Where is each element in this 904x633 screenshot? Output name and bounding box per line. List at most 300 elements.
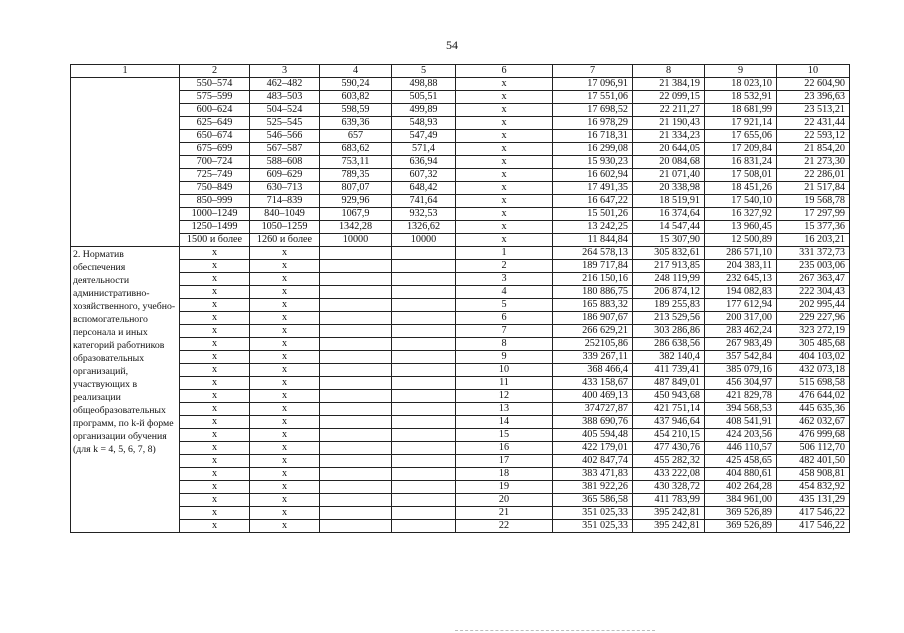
table-cell: 476 999,68 bbox=[777, 429, 850, 442]
table-cell: x bbox=[250, 260, 320, 273]
table-cell: 6 bbox=[456, 312, 553, 325]
table-cell: 369 526,89 bbox=[705, 507, 777, 520]
table-row bbox=[71, 195, 850, 208]
table-cell bbox=[392, 273, 456, 286]
table-cell: x bbox=[250, 338, 320, 351]
table-cell: 462–482 bbox=[250, 78, 320, 91]
table-cell: 456 304,97 bbox=[705, 377, 777, 390]
table-row bbox=[71, 208, 850, 221]
table-cell: 303 286,86 bbox=[633, 325, 705, 338]
table-cell: 18 451,26 bbox=[705, 182, 777, 195]
table-cell: 16 299,08 bbox=[553, 143, 633, 156]
table-cell: 216 150,16 bbox=[553, 273, 633, 286]
table-cell: 394 568,53 bbox=[705, 403, 777, 416]
table-cell: 700–724 bbox=[180, 156, 250, 169]
table-cell: 648,42 bbox=[392, 182, 456, 195]
table-cell: 374727,87 bbox=[553, 403, 633, 416]
table-cell: x bbox=[250, 325, 320, 338]
table-cell: 588–608 bbox=[250, 156, 320, 169]
table-cell: 11 bbox=[456, 377, 553, 390]
table-row bbox=[71, 286, 850, 299]
table-cell bbox=[392, 455, 456, 468]
table-cell bbox=[392, 390, 456, 403]
table-cell: 12 bbox=[456, 390, 553, 403]
column-header-6: 6 bbox=[456, 65, 553, 78]
table-cell: 357 542,84 bbox=[705, 351, 777, 364]
table-cell bbox=[392, 468, 456, 481]
table-cell bbox=[392, 403, 456, 416]
table-cell: 21 273,30 bbox=[777, 156, 850, 169]
table-cell: x bbox=[456, 104, 553, 117]
table-row bbox=[71, 273, 850, 286]
table-cell: 395 242,81 bbox=[633, 507, 705, 520]
table-row bbox=[71, 156, 850, 169]
table-cell: 750–849 bbox=[180, 182, 250, 195]
table-cell bbox=[392, 286, 456, 299]
table-cell bbox=[320, 260, 392, 273]
table-row bbox=[71, 182, 850, 195]
table-cell: 547,49 bbox=[392, 130, 456, 143]
table-cell bbox=[320, 468, 392, 481]
table-cell: 14 547,44 bbox=[633, 221, 705, 234]
table-cell: 23 396,63 bbox=[777, 91, 850, 104]
table-cell: 714–839 bbox=[250, 195, 320, 208]
table-cell: 636,94 bbox=[392, 156, 456, 169]
table-row bbox=[71, 494, 850, 507]
table-cell: 417 546,22 bbox=[777, 507, 850, 520]
table-cell: 19 bbox=[456, 481, 553, 494]
table-cell: 932,53 bbox=[392, 208, 456, 221]
table-cell: 369 526,89 bbox=[705, 520, 777, 533]
table-cell: 505,51 bbox=[392, 91, 456, 104]
table-cell: 2 bbox=[456, 260, 553, 273]
table-cell: 10 bbox=[456, 364, 553, 377]
table-cell: 13 242,25 bbox=[553, 221, 633, 234]
table-cell bbox=[392, 312, 456, 325]
table-cell: 382 140,4 bbox=[633, 351, 705, 364]
table-cell: 395 242,81 bbox=[633, 520, 705, 533]
table-cell: 421 751,14 bbox=[633, 403, 705, 416]
table-cell: x bbox=[456, 221, 553, 234]
table-cell: x bbox=[250, 481, 320, 494]
group-label-admin-staff-norm: 2. Норматив обеспечения деятельности административно-хозяйственного, учебно-вспомогательного персонала и иных категорий работников образовательных организаций, участвующих в реализации общеобразовательных программ, по k-й форме организации обучения (для k = 4, 5, 6, 7, 8) bbox=[71, 247, 180, 533]
table-row bbox=[71, 377, 850, 390]
table-cell: x bbox=[456, 117, 553, 130]
table-cell bbox=[320, 494, 392, 507]
table-cell: 15 bbox=[456, 429, 553, 442]
table-cell: 18 519,91 bbox=[633, 195, 705, 208]
table-cell: 639,36 bbox=[320, 117, 392, 130]
table-cell: 8 bbox=[456, 338, 553, 351]
table-cell: 17 297,99 bbox=[777, 208, 850, 221]
table-cell: 7 bbox=[456, 325, 553, 338]
table-row bbox=[71, 78, 850, 91]
column-header-10: 10 bbox=[777, 65, 850, 78]
table-cell: x bbox=[180, 507, 250, 520]
table-cell: 16 718,31 bbox=[553, 130, 633, 143]
table-row bbox=[71, 338, 850, 351]
table-row bbox=[71, 143, 850, 156]
table-cell: 18 681,99 bbox=[705, 104, 777, 117]
table-cell: 305 485,68 bbox=[777, 338, 850, 351]
table-cell: 323 272,19 bbox=[777, 325, 850, 338]
table-cell: 17 491,35 bbox=[553, 182, 633, 195]
table-row bbox=[71, 416, 850, 429]
table-cell: 17 209,84 bbox=[705, 143, 777, 156]
table-cell: 421 829,78 bbox=[705, 390, 777, 403]
table-cell: 286 571,10 bbox=[705, 247, 777, 260]
table-cell: 365 586,58 bbox=[553, 494, 633, 507]
table-cell: 189 255,83 bbox=[633, 299, 705, 312]
table-header-row bbox=[71, 65, 850, 78]
table-cell bbox=[320, 338, 392, 351]
table-cell: 455 282,32 bbox=[633, 455, 705, 468]
table-cell: 575–599 bbox=[180, 91, 250, 104]
table-cell bbox=[392, 442, 456, 455]
table-cell: 683,62 bbox=[320, 143, 392, 156]
table-body bbox=[71, 65, 850, 533]
table-cell: 22 099,15 bbox=[633, 91, 705, 104]
table-cell bbox=[392, 338, 456, 351]
table-cell: 10000 bbox=[392, 234, 456, 247]
table-cell: 5 bbox=[456, 299, 553, 312]
table-cell bbox=[392, 481, 456, 494]
table-cell: 21 384,19 bbox=[633, 78, 705, 91]
table-cell: x bbox=[180, 338, 250, 351]
table-cell bbox=[320, 403, 392, 416]
table-cell: 454 832,92 bbox=[777, 481, 850, 494]
table-cell: 1 bbox=[456, 247, 553, 260]
table-cell bbox=[320, 325, 392, 338]
table-cell: x bbox=[250, 520, 320, 533]
table-cell bbox=[320, 520, 392, 533]
column-header-8: 8 bbox=[633, 65, 705, 78]
table-cell: 402 264,28 bbox=[705, 481, 777, 494]
table-cell: 22 286,01 bbox=[777, 169, 850, 182]
table-row bbox=[71, 247, 850, 260]
table-cell: x bbox=[456, 143, 553, 156]
column-header-3: 3 bbox=[250, 65, 320, 78]
table-cell: x bbox=[180, 260, 250, 273]
table-row bbox=[71, 130, 850, 143]
table-cell: 725–749 bbox=[180, 169, 250, 182]
table-cell: x bbox=[250, 312, 320, 325]
table-cell: 22 bbox=[456, 520, 553, 533]
table-row bbox=[71, 442, 850, 455]
table-cell: 400 469,13 bbox=[553, 390, 633, 403]
table-cell bbox=[392, 494, 456, 507]
table-cell: 21 517,84 bbox=[777, 182, 850, 195]
table-cell: x bbox=[456, 156, 553, 169]
table-cell: 515 698,58 bbox=[777, 377, 850, 390]
table-cell: 10000 bbox=[320, 234, 392, 247]
table-cell: 675–699 bbox=[180, 143, 250, 156]
table-cell bbox=[320, 377, 392, 390]
table-cell bbox=[320, 351, 392, 364]
table-cell bbox=[320, 247, 392, 260]
table-cell: 13 960,45 bbox=[705, 221, 777, 234]
table-cell bbox=[320, 312, 392, 325]
footer-divider bbox=[455, 630, 655, 631]
table-cell: x bbox=[250, 351, 320, 364]
table-row bbox=[71, 481, 850, 494]
table-cell: 1250–1499 bbox=[180, 221, 250, 234]
table-cell: x bbox=[250, 403, 320, 416]
table-cell: 165 883,32 bbox=[553, 299, 633, 312]
table-cell: 630–713 bbox=[250, 182, 320, 195]
table-row bbox=[71, 351, 850, 364]
table-row bbox=[71, 520, 850, 533]
column-header-1: 1 bbox=[71, 65, 180, 78]
table-row bbox=[71, 91, 850, 104]
table-cell: 12 500,89 bbox=[705, 234, 777, 247]
table-cell: x bbox=[250, 299, 320, 312]
table-cell: 351 025,33 bbox=[553, 520, 633, 533]
table-row bbox=[71, 325, 850, 338]
table-cell bbox=[320, 429, 392, 442]
table-cell: x bbox=[250, 377, 320, 390]
table-row bbox=[71, 403, 850, 416]
table-cell: 267 363,47 bbox=[777, 273, 850, 286]
table-cell: x bbox=[250, 468, 320, 481]
table-cell: 499,89 bbox=[392, 104, 456, 117]
table-cell: 177 612,94 bbox=[705, 299, 777, 312]
table-cell: 17 096,91 bbox=[553, 78, 633, 91]
table-cell: 404 880,61 bbox=[705, 468, 777, 481]
table-cell: 1050–1259 bbox=[250, 221, 320, 234]
table-cell: 450 943,68 bbox=[633, 390, 705, 403]
table-cell: 15 930,23 bbox=[553, 156, 633, 169]
table-cell bbox=[392, 325, 456, 338]
table-cell bbox=[392, 299, 456, 312]
table-cell: 590,24 bbox=[320, 78, 392, 91]
table-cell: 286 638,56 bbox=[633, 338, 705, 351]
table-cell bbox=[392, 416, 456, 429]
table-row bbox=[71, 234, 850, 247]
table-cell: 432 073,18 bbox=[777, 364, 850, 377]
table-cell: 22 211,27 bbox=[633, 104, 705, 117]
table-cell bbox=[320, 455, 392, 468]
table-cell: x bbox=[250, 416, 320, 429]
table-cell: x bbox=[180, 442, 250, 455]
table-row bbox=[71, 364, 850, 377]
table-cell: x bbox=[250, 364, 320, 377]
column-header-5: 5 bbox=[392, 65, 456, 78]
table-cell bbox=[320, 364, 392, 377]
table-cell: x bbox=[250, 390, 320, 403]
table-cell: 405 594,48 bbox=[553, 429, 633, 442]
page-number: 54 bbox=[446, 38, 458, 52]
table-cell: 1067,9 bbox=[320, 208, 392, 221]
table-cell: x bbox=[456, 78, 553, 91]
table-cell: 454 210,15 bbox=[633, 429, 705, 442]
table-cell: x bbox=[180, 403, 250, 416]
table-cell bbox=[392, 351, 456, 364]
table-cell: 424 203,56 bbox=[705, 429, 777, 442]
table-row bbox=[71, 468, 850, 481]
table-cell: 186 907,67 bbox=[553, 312, 633, 325]
table-cell: 21 190,43 bbox=[633, 117, 705, 130]
table-cell: x bbox=[180, 468, 250, 481]
table-row bbox=[71, 299, 850, 312]
table-cell: x bbox=[250, 507, 320, 520]
table-cell: 18 023,10 bbox=[705, 78, 777, 91]
table-cell: 16 978,29 bbox=[553, 117, 633, 130]
table-cell: 446 110,57 bbox=[705, 442, 777, 455]
table-cell: 20 bbox=[456, 494, 553, 507]
table-cell: 550–574 bbox=[180, 78, 250, 91]
table-cell: 217 913,85 bbox=[633, 260, 705, 273]
table-cell: x bbox=[180, 351, 250, 364]
column-header-4: 4 bbox=[320, 65, 392, 78]
table-cell: 351 025,33 bbox=[553, 507, 633, 520]
table-cell bbox=[320, 299, 392, 312]
table-cell: 20 644,05 bbox=[633, 143, 705, 156]
table-cell: 404 103,02 bbox=[777, 351, 850, 364]
table-cell bbox=[392, 429, 456, 442]
table-cell: 430 328,72 bbox=[633, 481, 705, 494]
table-cell: 388 690,76 bbox=[553, 416, 633, 429]
table-cell: 189 717,84 bbox=[553, 260, 633, 273]
table-cell: 232 645,13 bbox=[705, 273, 777, 286]
table-cell: 408 541,91 bbox=[705, 416, 777, 429]
table-cell: 571,4 bbox=[392, 143, 456, 156]
table-cell: 609–629 bbox=[250, 169, 320, 182]
table-cell: 9 bbox=[456, 351, 553, 364]
table-cell: 305 832,61 bbox=[633, 247, 705, 260]
table-cell: 753,11 bbox=[320, 156, 392, 169]
table-cell bbox=[392, 260, 456, 273]
table-cell: x bbox=[180, 429, 250, 442]
table-cell: 264 578,13 bbox=[553, 247, 633, 260]
table-cell: 525–545 bbox=[250, 117, 320, 130]
table-cell: 483–503 bbox=[250, 91, 320, 104]
table-cell bbox=[320, 442, 392, 455]
table-cell: 15 307,90 bbox=[633, 234, 705, 247]
table-cell: 17 540,10 bbox=[705, 195, 777, 208]
table-row bbox=[71, 169, 850, 182]
table-cell: 840–1049 bbox=[250, 208, 320, 221]
table-cell: 482 401,50 bbox=[777, 455, 850, 468]
table-cell: 213 529,56 bbox=[633, 312, 705, 325]
table-cell: 200 317,00 bbox=[705, 312, 777, 325]
table-cell: 402 847,74 bbox=[553, 455, 633, 468]
table-cell: 383 471,83 bbox=[553, 468, 633, 481]
table-cell: 229 227,96 bbox=[777, 312, 850, 325]
table-row bbox=[71, 507, 850, 520]
table-cell: 16 bbox=[456, 442, 553, 455]
table-cell: 19 568,78 bbox=[777, 195, 850, 208]
table-cell: x bbox=[456, 169, 553, 182]
table-cell: 567–587 bbox=[250, 143, 320, 156]
table-cell bbox=[392, 364, 456, 377]
table-cell: 194 082,83 bbox=[705, 286, 777, 299]
group-label-empty bbox=[71, 78, 180, 247]
table-row bbox=[71, 221, 850, 234]
table-cell: x bbox=[180, 520, 250, 533]
table-cell: 17 655,06 bbox=[705, 130, 777, 143]
table-cell: 17 bbox=[456, 455, 553, 468]
table-cell: 600–624 bbox=[180, 104, 250, 117]
table-cell: 15 501,26 bbox=[553, 208, 633, 221]
table-cell: 384 961,00 bbox=[705, 494, 777, 507]
table-cell: 603,82 bbox=[320, 91, 392, 104]
table-row bbox=[71, 104, 850, 117]
table-cell: x bbox=[180, 273, 250, 286]
table-cell: 17 508,01 bbox=[705, 169, 777, 182]
table-cell: x bbox=[180, 481, 250, 494]
table-row bbox=[71, 312, 850, 325]
table-cell: 266 629,21 bbox=[553, 325, 633, 338]
table-cell: 18 bbox=[456, 468, 553, 481]
table-cell: 22 593,12 bbox=[777, 130, 850, 143]
table-cell: 929,96 bbox=[320, 195, 392, 208]
table-cell: 504–524 bbox=[250, 104, 320, 117]
table-cell bbox=[392, 507, 456, 520]
table-cell: 18 532,91 bbox=[705, 91, 777, 104]
table-cell: x bbox=[180, 416, 250, 429]
table-cell: 206 874,12 bbox=[633, 286, 705, 299]
table-cell: 425 458,65 bbox=[705, 455, 777, 468]
table-cell: 437 946,64 bbox=[633, 416, 705, 429]
table-cell: x bbox=[250, 247, 320, 260]
table-cell: x bbox=[250, 442, 320, 455]
table-row bbox=[71, 117, 850, 130]
table-row bbox=[71, 390, 850, 403]
table-cell: 339 267,11 bbox=[553, 351, 633, 364]
table-cell: 16 203,21 bbox=[777, 234, 850, 247]
table-cell: 1326,62 bbox=[392, 221, 456, 234]
table-cell: 21 334,23 bbox=[633, 130, 705, 143]
table-cell: x bbox=[180, 455, 250, 468]
column-header-2: 2 bbox=[180, 65, 250, 78]
table-cell: 11 844,84 bbox=[553, 234, 633, 247]
table-cell: 20 084,68 bbox=[633, 156, 705, 169]
table-cell bbox=[392, 520, 456, 533]
table-cell: 368 466,4 bbox=[553, 364, 633, 377]
table-cell bbox=[320, 481, 392, 494]
table-cell: 381 922,26 bbox=[553, 481, 633, 494]
table-cell: x bbox=[180, 390, 250, 403]
table-cell: 548,93 bbox=[392, 117, 456, 130]
table-cell: 741,64 bbox=[392, 195, 456, 208]
table-cell: 21 071,40 bbox=[633, 169, 705, 182]
table-cell: 1500 и более bbox=[180, 234, 250, 247]
table-cell: x bbox=[180, 247, 250, 260]
table-cell bbox=[392, 247, 456, 260]
table-cell bbox=[320, 390, 392, 403]
table-cell: x bbox=[180, 312, 250, 325]
column-header-7: 7 bbox=[553, 65, 633, 78]
table-cell: x bbox=[180, 364, 250, 377]
table-cell bbox=[320, 273, 392, 286]
table-cell: x bbox=[180, 494, 250, 507]
table-cell: 657 bbox=[320, 130, 392, 143]
table-cell: 807,07 bbox=[320, 182, 392, 195]
table-cell bbox=[320, 507, 392, 520]
table-cell: 283 462,24 bbox=[705, 325, 777, 338]
table-row bbox=[71, 260, 850, 273]
table-cell: 546–566 bbox=[250, 130, 320, 143]
table-cell: 411 739,41 bbox=[633, 364, 705, 377]
table-cell: 1000–1249 bbox=[180, 208, 250, 221]
table-cell: 625–649 bbox=[180, 117, 250, 130]
table-cell: 22 604,90 bbox=[777, 78, 850, 91]
table-cell: 204 383,11 bbox=[705, 260, 777, 273]
table-cell: 476 644,02 bbox=[777, 390, 850, 403]
table-cell: 267 983,49 bbox=[705, 338, 777, 351]
table-cell: 21 bbox=[456, 507, 553, 520]
